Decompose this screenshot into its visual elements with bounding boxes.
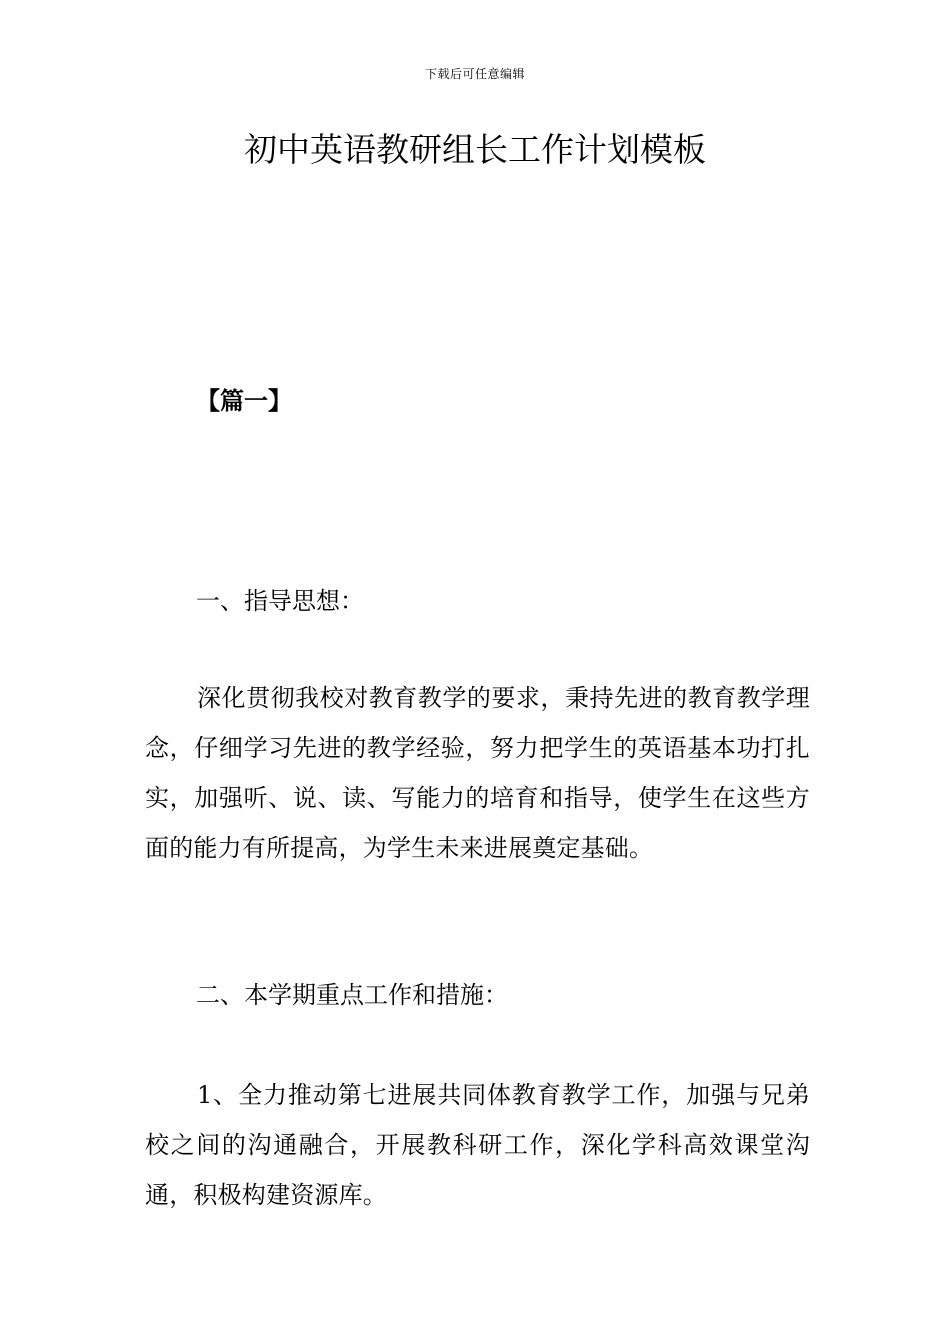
section-heading-guiding-thought: 一、指导思想：: [196, 587, 364, 615]
section-marker: 【篇一】: [196, 386, 292, 415]
body-paragraph: 深化贯彻我校对教育教学的要求，秉持先进的教育教学理念，仔细学习先进的教学经验，努力把学生的英语基本功打扎实，加强听、说、读、写能力的培育和指导，使学生在这些方面的能力有所提高，为学生未来进展奠定基础。: [145, 684, 810, 862]
section-heading-key-work: 二、本学期重点工作和措施：: [196, 981, 508, 1009]
body-paragraph: 1、全力推动第七进展共同体教育教学工作，加强与兄弟校之间的沟通融合，开展教科研工作，深化学科高效课堂沟通，积极构建资源库。: [145, 1081, 810, 1209]
document-title: 初中英语教研组长工作计划模板: [244, 130, 706, 169]
header-note: 下载后可任意编辑: [424, 67, 525, 81]
